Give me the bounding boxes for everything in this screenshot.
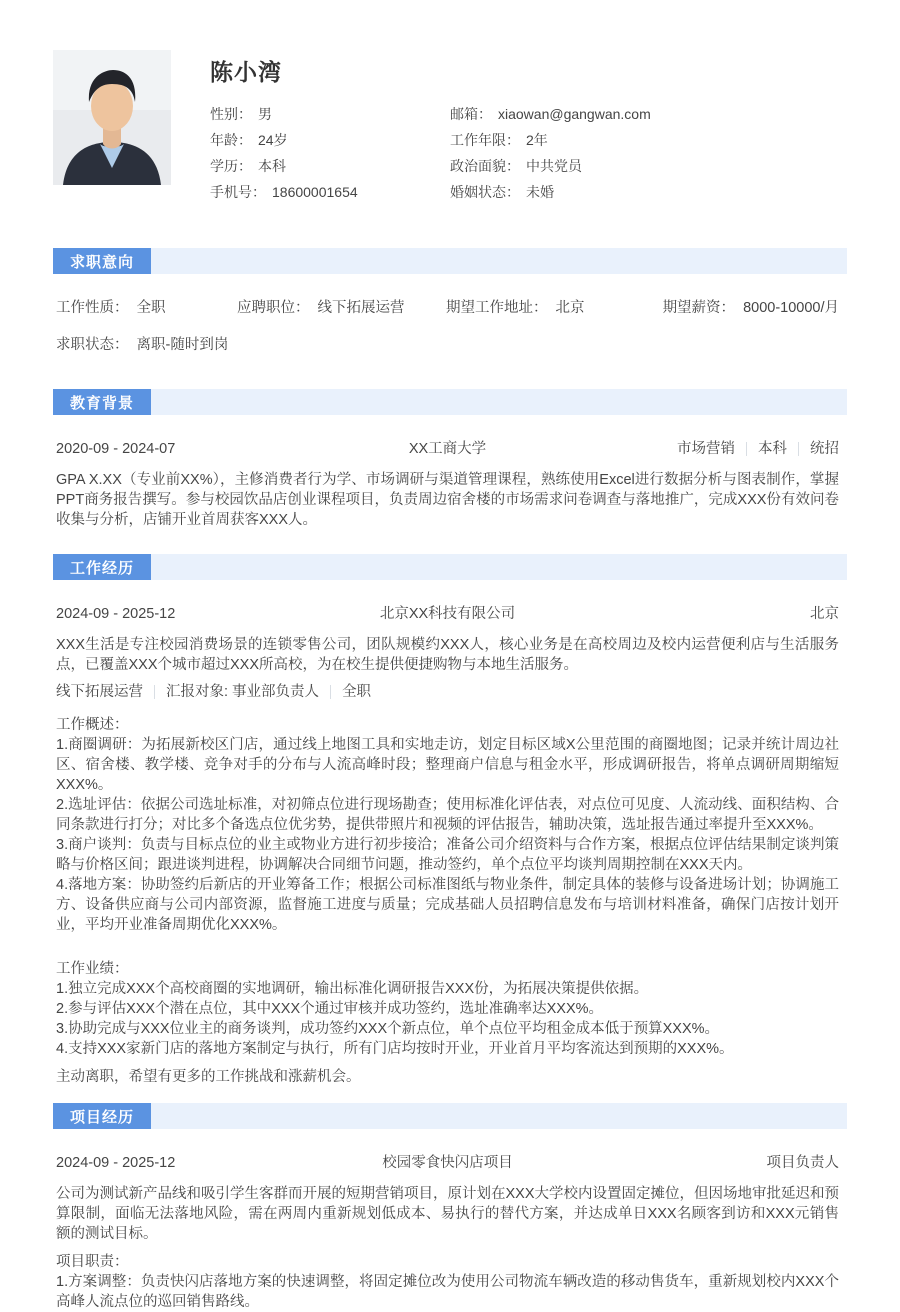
field-phone <box>210 179 450 205</box>
profile-header <box>53 50 847 205</box>
field-job-status <box>56 337 228 354</box>
section-band <box>53 389 847 415</box>
work-overview-label: 工作概述： <box>56 717 129 733</box>
field-value: 北京 <box>555 300 585 316</box>
work-achievement-item: 3.协助完成与XXX位业主的商务谈判，成功签约XXX个新点位，单个点位平均租金成本低于预算XXX%。 <box>56 1021 720 1037</box>
profile-info <box>210 50 847 205</box>
project-summary: 公司为测试新产品线和吸引学生客群而开展的短期营销项目，原计划在XXX大学校内设置固定摊位，但因场地审批延迟和预算限制，面临无法落地风险，需在两周内重新规划低成本、易执行的替代方案，并达成单日XXX名顾客到访和XXX元销售额的测试目标。 <box>56 1186 840 1242</box>
field-email <box>450 101 847 127</box>
job-intent-row-2 <box>56 337 839 354</box>
field-value: 线下拓展运营 <box>317 300 405 316</box>
work-location: 北京 <box>810 606 839 622</box>
field-target-city <box>446 300 651 317</box>
work-achievement-item: 1.独立完成XXX个高校商圈的实地调研，输出标准化调研报告XXX份，为拓展决策提供依据。 <box>56 981 649 997</box>
education-school: XX工商大学 <box>408 441 487 457</box>
work-duty-item: 3.商户谈判：负责与目标点位的业主或物业方进行初步接洽；准备公司介绍资料与合作方案，根据点位评估结果制定谈判策略与价格区间；跟进谈判进程，协调解决合同细节问题，推动签约，单个点位平均谈判周期控制在XXX天内。 <box>56 837 839 873</box>
field-age <box>210 127 450 153</box>
field-label: 求职状态： <box>56 337 129 353</box>
work-role-title: 线下拓展运营 <box>56 684 143 700</box>
work-achievement-item: 2.参与评估XXX个潜在点位，其中XXX个通过审核并成功签约，选址准确率达XXX%。 <box>56 1001 604 1017</box>
field-label: 性别： <box>210 106 252 122</box>
field-expected-salary <box>651 300 839 317</box>
field-value: 2年 <box>526 132 548 148</box>
project-content <box>56 1154 839 1312</box>
field-label: 工作年限： <box>450 132 520 148</box>
work-job-type: 全职 <box>330 685 371 699</box>
profile-fields-right <box>450 101 847 205</box>
field-value: 8000-10000/月 <box>743 300 839 316</box>
field-label: 手机号： <box>210 184 266 200</box>
work-achievement-item: 4.支持XXX家新门店的落地方案制定与执行，所有门店均按时开业，开业首月平均客流达到预期的XXX%。 <box>56 1041 734 1057</box>
work-report-to: 汇报对象: 事业部负责人 <box>154 685 319 699</box>
field-experience-years <box>450 127 847 153</box>
project-period: 2024-09 - 2025-12 <box>56 1155 176 1171</box>
field-political-status <box>450 153 847 179</box>
field-value: 男 <box>258 106 272 122</box>
section-work-experience <box>53 554 847 1087</box>
field-value: 24岁 <box>258 132 288 148</box>
project-name: 校园零食快闪店项目 <box>382 1155 513 1171</box>
education-tags <box>677 442 839 456</box>
field-value: 离职-随时到岗 <box>136 337 229 353</box>
field-value: xiaowan@gangwan.com <box>498 106 651 122</box>
job-intent-row-1 <box>56 300 839 317</box>
field-marital-status <box>450 179 847 205</box>
field-value: 中共党员 <box>526 158 582 174</box>
work-duty-item: 1.商圈调研：为拓展新校区门店，通过线上地图工具和实地走访，划定目标区域X公里范围的商圈地图；记录并统计周边社区、宿舍楼、教学楼、竞争对手的分布与人流高峰时段；整理商户信息与租金水平，形成调研报告，将单点调研周期缩短XXX%。 <box>56 737 839 793</box>
field-label: 应聘职位： <box>237 300 310 316</box>
profile-photo <box>53 50 171 185</box>
project-meta-row <box>56 1154 839 1172</box>
field-label: 学历： <box>210 158 252 174</box>
education-description: GPA X.XX（专业前XX%），主修消费者行为学、市场调研与渠道管理课程，熟练使用Excel进行数据分析与图表制作，掌握PPT商务报告撰写。参与校园饮品店创业课程项目，负责周边宿舍楼的市场需求问卷调查与落地推广，完成XXX份有效问卷收集与分析，店铺开业首周获客XXX人。 <box>56 472 839 528</box>
profile-photo-image <box>53 50 171 185</box>
profile-fields <box>210 101 847 205</box>
field-label: 工作性质： <box>56 300 129 316</box>
work-period: 2024-09 - 2025-12 <box>56 606 176 622</box>
candidate-name: 陈小湾 <box>210 59 282 85</box>
work-content <box>56 605 839 1087</box>
field-gender <box>210 101 450 127</box>
education-admission-type: 统招 <box>798 442 839 456</box>
work-duty-item: 4.落地方案：协助签约后新店的开业筹备工作；根据公司标准图纸与物业条件，制定具体的装修与设备进场计划；协调施工方、设备供应商与公司内部资源，监督施工进度与质量；完成基础人员招聘信息发布与培训材料准备，确保门店按计划开业，平均开业准备周期优化XXX%。 <box>56 877 839 933</box>
section-job-intent <box>53 248 847 354</box>
profile-fields-left <box>210 101 450 205</box>
work-role-row <box>56 685 839 699</box>
section-title-job-intent: 求职意向 <box>53 248 151 274</box>
field-job-type <box>56 300 237 317</box>
education-content <box>56 440 839 530</box>
work-company-intro: XXX生活是专注校园消费场景的连锁零售公司，团队规模约XXX人，核心业务是在高校周边及校内运营便利店与生活服务点，已覆盖XXX个城市超过XXX所高校，为在校生提供便捷购物与本地生活服务。 <box>56 637 839 673</box>
field-value: 未婚 <box>526 184 554 200</box>
work-company: 北京XX科技有限公司 <box>379 606 516 622</box>
field-label: 期望工作地址： <box>446 300 548 316</box>
field-label: 婚姻状态： <box>450 184 520 200</box>
field-label: 政治面貌： <box>450 158 520 174</box>
education-meta-row <box>56 440 839 458</box>
field-value: 本科 <box>258 158 286 174</box>
section-title-education: 教育背景 <box>53 389 151 415</box>
project-duty-item: 1.方案调整：负责快闪店落地方案的快速调整，将固定摊位改为使用公司物流车辆改造的移动售货车，重新规划校内XXX个高峰人流点位的巡回销售路线。 <box>56 1274 839 1310</box>
section-band <box>53 554 847 580</box>
field-target-position <box>237 300 446 317</box>
section-band <box>53 248 847 274</box>
field-value: 全职 <box>136 300 166 316</box>
education-major: 市场营销 <box>677 441 735 457</box>
field-label: 邮箱： <box>450 106 492 122</box>
education-period: 2020-09 - 2024-07 <box>56 441 176 457</box>
section-title-work: 工作经历 <box>53 554 151 580</box>
section-band <box>53 1103 847 1129</box>
job-intent-content <box>56 300 839 354</box>
education-degree: 本科 <box>746 442 787 456</box>
work-achievements-label: 工作业绩： <box>56 961 129 977</box>
work-leaving-reason: 主动离职，希望有更多的工作挑战和涨薪机会。 <box>56 1069 361 1085</box>
project-role: 项目负责人 <box>766 1155 839 1171</box>
field-value: 18600001654 <box>272 184 358 200</box>
section-education <box>53 389 847 530</box>
field-degree <box>210 153 450 179</box>
work-duty-item: 2.选址评估：依据公司选址标准，对初筛点位进行现场勘查；使用标准化评估表，对点位可见度、人流动线、面积结构、合同条款进行打分；对比多个备选点位优劣势，提供带照片和视频的评估报告，辅助决策，选址报告通过率提升至XXX%。 <box>56 797 839 833</box>
section-project-experience <box>53 1103 847 1312</box>
field-label: 年龄： <box>210 132 252 148</box>
section-title-project: 项目经历 <box>53 1103 151 1129</box>
work-meta-row <box>56 605 839 623</box>
field-label: 期望薪资： <box>662 300 736 316</box>
resume-page <box>53 0 847 1312</box>
project-duty-label: 项目职责： <box>56 1254 129 1270</box>
